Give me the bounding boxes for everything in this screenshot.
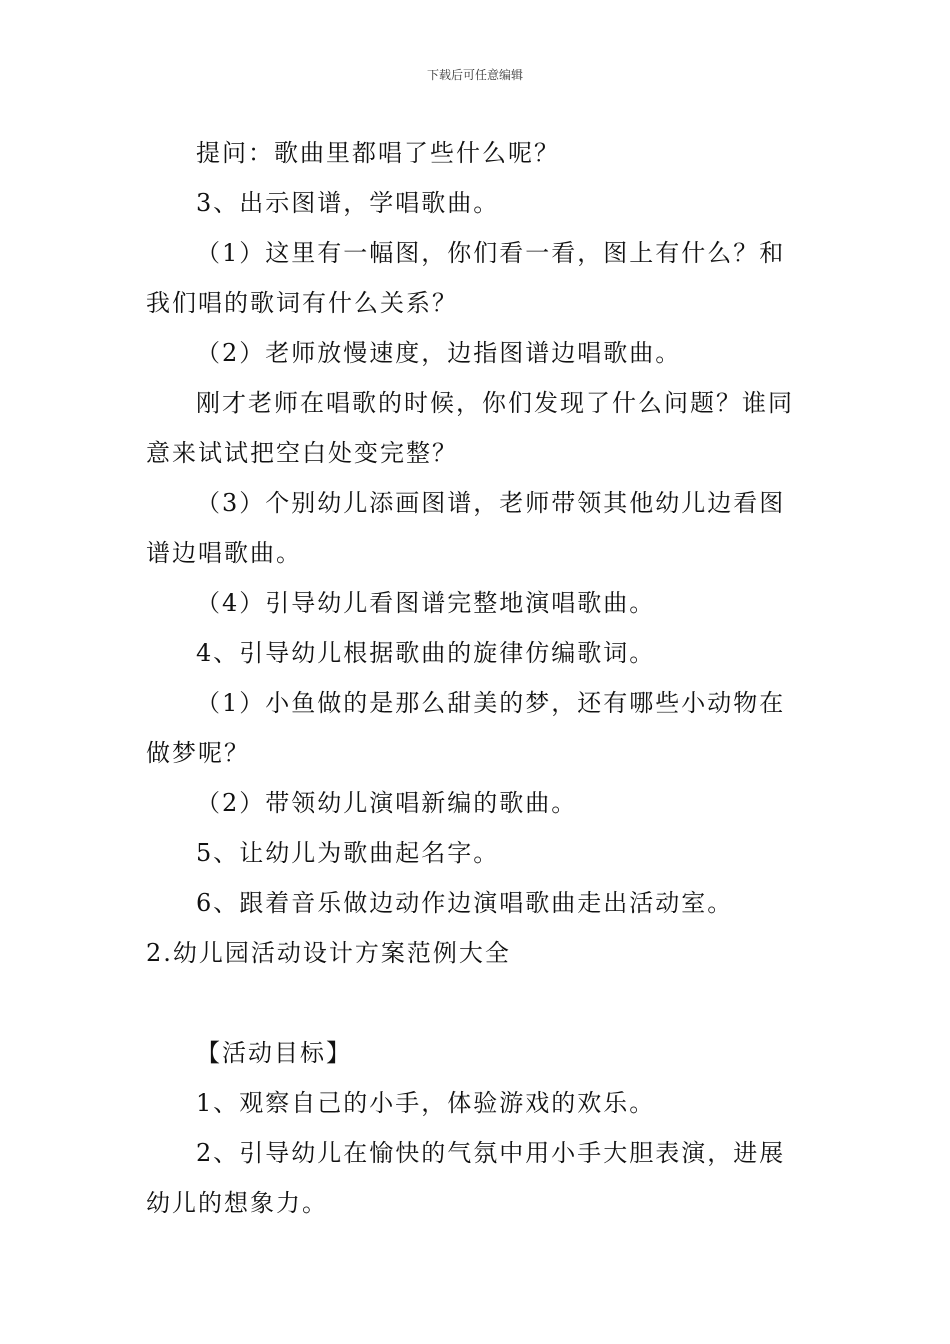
paragraph-step-3: 3、出示图谱，学唱歌曲。 <box>196 189 500 217</box>
paragraph-3-2: （2）老师放慢速度，边指图谱边唱歌曲。 <box>196 339 682 367</box>
paragraph-step-5: 5、让幼儿为歌曲起名字。 <box>196 839 500 867</box>
paragraph-3-3: （3）个别幼儿添画图谱，老师带领其他幼儿边看图谱边唱歌曲。 <box>146 489 786 567</box>
goal-item-1: 1、观察自己的小手，体验游戏的欢乐。 <box>196 1089 656 1117</box>
section-title: 2.幼儿园活动设计方案范例大全 <box>146 939 511 967</box>
goal-heading: 【活动目标】 <box>196 1039 352 1067</box>
paragraph-3-4: （4）引导幼儿看图谱完整地演唱歌曲。 <box>196 589 656 617</box>
paragraph-step-4: 4、引导幼儿根据歌曲的旋律仿编歌词。 <box>196 639 656 667</box>
document-body <box>146 128 806 1228</box>
paragraph-4-1: （1）小鱼做的是那么甜美的梦，还有哪些小动物在做梦呢？ <box>146 689 786 767</box>
paragraph-4-2: （2）带领幼儿演唱新编的歌曲。 <box>196 789 578 817</box>
section-spacer <box>146 978 806 1028</box>
paragraph-3-1: （1）这里有一幅图，你们看一看，图上有什么？和我们唱的歌词有什么关系？ <box>146 239 786 317</box>
goal-item-2: 2、引导幼儿在愉快的气氛中用小手大胆表演，进展幼儿的想象力。 <box>146 1139 786 1217</box>
page-header: 下载后可任意编辑 <box>426 68 523 82</box>
paragraph-step-6: 6、跟着音乐做边动作边演唱歌曲走出活动室。 <box>196 889 734 917</box>
paragraph-blank-fill: 刚才老师在唱歌的时候，你们发现了什么问题？谁同意来试试把空白处变完整？ <box>146 389 794 467</box>
paragraph-question: 提问：歌曲里都唱了些什么呢？ <box>196 139 560 167</box>
